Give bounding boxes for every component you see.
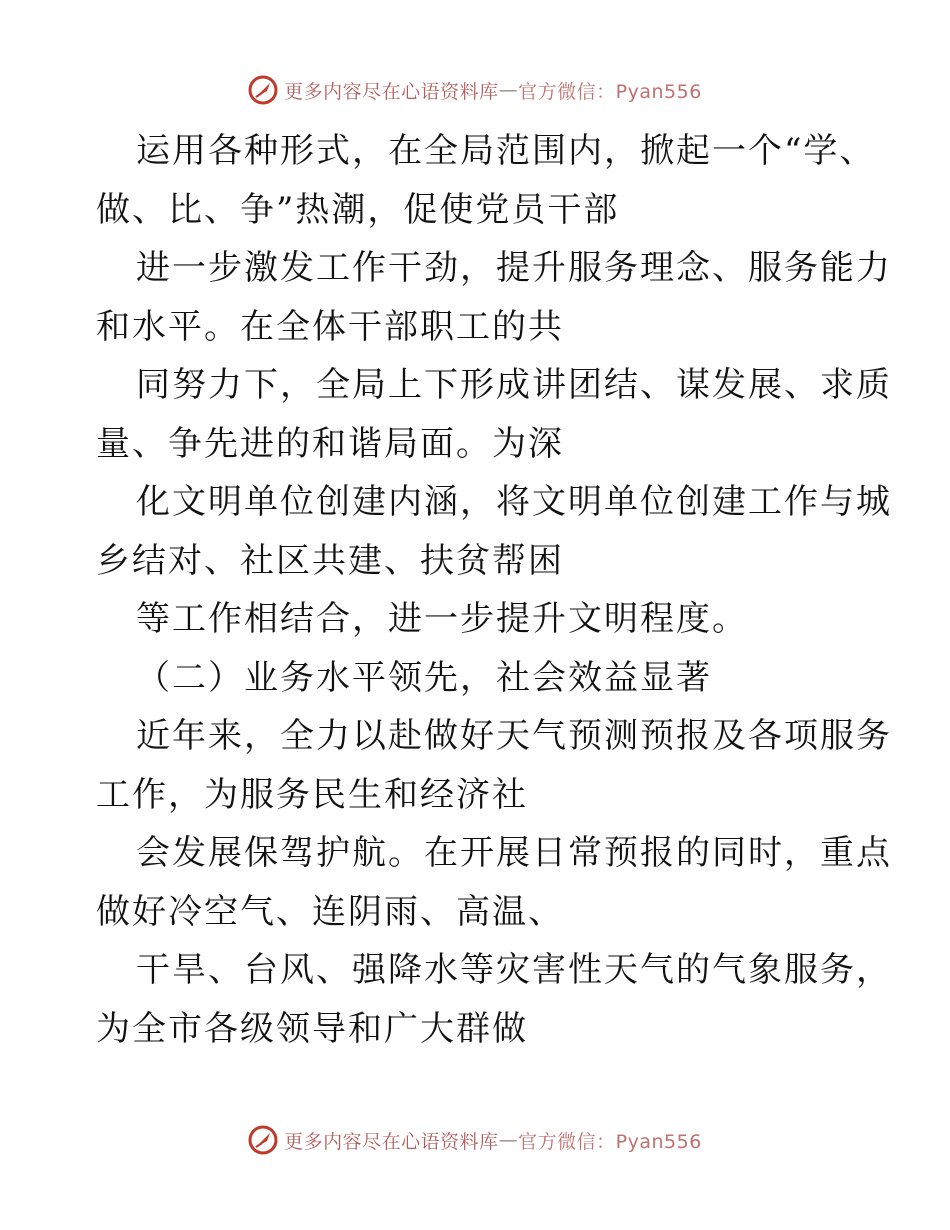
watermark-main-text: 更多内容尽在心语资料库 — [284, 1130, 499, 1153]
header-watermark — [0, 70, 950, 110]
paragraph-line: 乡结对、社区共建、扶贫帮困 — [96, 540, 564, 581]
quill-logo-icon — [248, 75, 278, 105]
watermark-wechat-text: 官方微信：Pyan556 — [518, 1130, 702, 1153]
paragraph-line: 为全市各级领导和广大群做 — [96, 1008, 528, 1049]
watermark-separator: — — [498, 1129, 519, 1151]
watermark-wechat-text: 官方微信：Pyan556 — [518, 80, 702, 103]
paragraph-line: 化文明单位创建内涵，将文明单位创建工作与城 — [136, 482, 892, 522]
watermark-main-text: 更多内容尽在心语资料库 — [284, 80, 499, 103]
paragraph-line: 做好冷空气、连阴雨、高温、 — [96, 891, 564, 932]
paragraph-line: 近年来，全力以赴做好天气预测预报及各项服务 — [136, 716, 892, 756]
paragraph-line: 工作，为服务民生和经济社 — [96, 774, 528, 815]
paragraph-line: 做、比、争”热潮，促使党员干部 — [96, 189, 620, 230]
footer-watermark — [0, 1120, 950, 1160]
watermark-separator: — — [498, 79, 519, 101]
section-heading: （二）业务水平领先，社会效益显著 — [136, 657, 712, 698]
paragraph-line: 进一步激发工作干劲，提升服务理念、服务能力 — [136, 248, 892, 288]
paragraph-line: 会发展保驾护航。在开展日常预报的同时，重点 — [136, 833, 892, 873]
paragraph-line: 同努力下，全局上下形成讲团结、谋发展、求质 — [136, 365, 892, 405]
document-body — [96, 122, 892, 1058]
paragraph-line: 量、争先进的和谐局面。为深 — [96, 423, 564, 464]
paragraph-line: 运用各种形式，在全局范围内，掀起一个“学、 — [136, 131, 876, 171]
quill-logo-icon — [248, 1125, 278, 1155]
paragraph-line: 等工作相结合，进一步提升文明程度。 — [136, 599, 748, 639]
paragraph-line: 干旱、台风、强降水等灾害性天气的气象服务， — [136, 950, 892, 990]
paragraph-line: 和水平。在全体干部职工的共 — [96, 306, 564, 347]
